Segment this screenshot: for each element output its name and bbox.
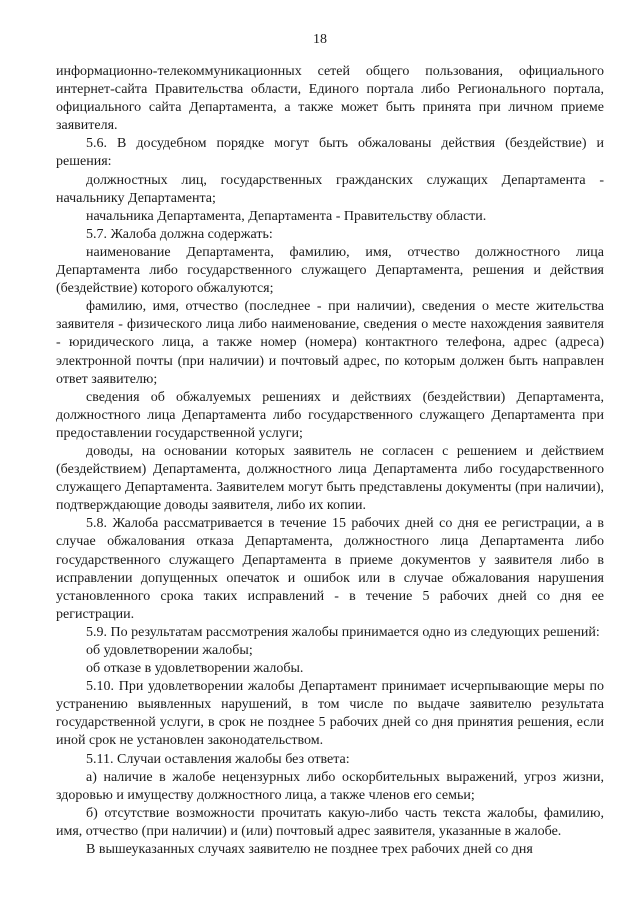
paragraph: информационно-телекоммуникационных сетей общего пользования, официального интернет-сайта Правительства области, Единого портала либо Регионального портала, официального сайта Департамента, а также может быть принята при личном приеме заявителя. (56, 64, 604, 134)
paragraph: сведения об обжалуемых решениях и действиях (бездействии) Департамента, должностного лица Департамента либо государственного служащего Департамента при предоставлении государственной услуги; (56, 389, 604, 441)
paragraph: начальника Департамента, Департамента - Правительству области. (86, 208, 487, 224)
paragraph: 5.8. Жалоба рассматривается в течение 15 рабочих дней со дня ее регистрации, а в случае обжалования отказа Департамента, должностного лица Департамента либо государственного служащего Департамента в приеме документов у заявителя либо в исправлении допущенных опечаток и ошибок или в случае обжалования нарушения установленного срока таких исправлений - в течение 5 рабочих дней со дня ее регистрации. (56, 516, 604, 622)
paragraph: В вышеуказанных случаях заявителю не позднее трех рабочих дней со дня (86, 842, 533, 858)
page-number: 18 (313, 32, 327, 47)
paragraph: доводы, на основании которых заявитель не согласен с решением и действием (бездействием) Департамента, должностного лица Департамента либо государственного служащего Департамента. Заявителем могут быть представлены документы (при наличии), подтверждающие доводы заявителя, либо их копии. (56, 443, 604, 514)
paragraph: 5.9. По результатам рассмотрения жалобы принимается одно из следующих решений: (86, 624, 600, 640)
paragraph: 5.7. Жалоба должна содержать: (86, 226, 273, 242)
paragraph: фамилию, имя, отчество (последнее - при наличии), сведения о месте жительства заявителя - физического лица либо наименование, сведения о месте нахождения заявителя - юридического лица, а также номер (номера) контактного телефона, адрес (адреса) электронной почты (при наличии) и почтовый адрес, по которым должен быть направлен ответ заявителю; (56, 299, 604, 387)
paragraph: об удовлетворении жалобы; (86, 643, 253, 658)
paragraph: б) отсутствие возможности прочитать какую-либо часть текста жалобы, фамилию, имя, отчество (при наличии) и (или) почтовый адрес заявителя, указанные в жалобе. (56, 805, 604, 839)
paragraph: об отказе в удовлетворении жалобы. (86, 661, 304, 677)
paragraph: а) наличие в жалобе нецензурных либо оскорбительных выражений, угроз жизни, здоровью и имуществу должностного лица, а также членов его семьи; (56, 769, 604, 803)
paragraph: наименование Департамента, фамилию, имя, отчество должностного лица Департамента либо государственного служащего Департамента, решения и действия (бездействие) которого обжалуются; (56, 244, 604, 297)
document-body (56, 63, 604, 859)
paragraph: должностных лиц, государственных гражданских служащих Департамента - начальнику Департамента; (56, 172, 604, 206)
paragraph: 5.6. В досудебном порядке могут быть обжалованы действия (бездействие) и решения: (56, 136, 604, 170)
paragraph: 5.11. Случаи оставления жалобы без ответа: (86, 751, 350, 767)
paragraph: 5.10. При удовлетворении жалобы Департамент принимает исчерпывающие меры по устранению выявленных нарушений, в том числе по выдаче заявителю результата государственной услуги, в срок не позднее 5 рабочих дней со дня принятия решения, если иной срок не установлен законодательством. (56, 679, 604, 749)
